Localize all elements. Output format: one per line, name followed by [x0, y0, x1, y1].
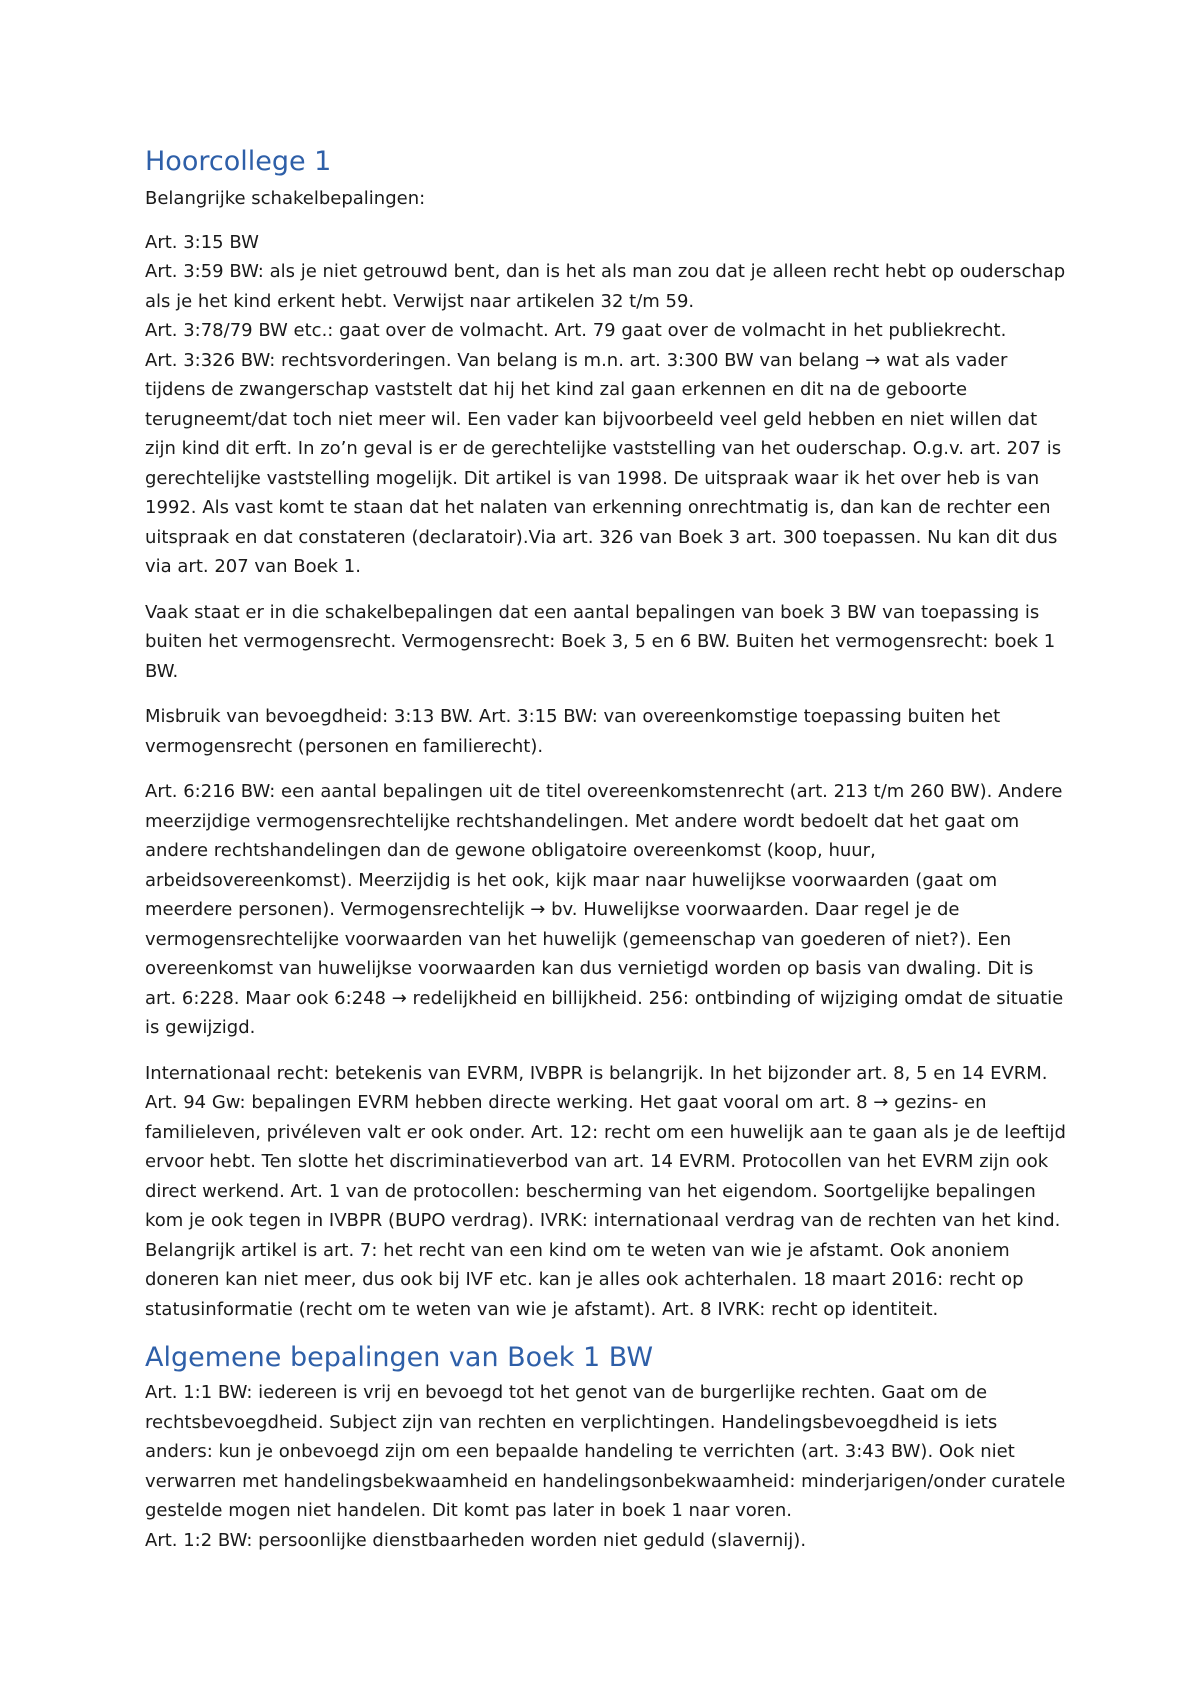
paragraph: Misbruik van bevoegdheid: 3:13 BW. Art. 3:15 BW: van overeenkomstige toepassing buiten het vermogensrecht (personen en familierecht). [145, 706, 1001, 757]
article-line: Art. 3:78/79 BW etc.: gaat over de volmacht. Art. 79 gaat over de volmacht in het publiekrecht. [145, 320, 1007, 341]
article-line: Art. 3:326 BW: rechtsvorderingen. Van belang is m.n. art. 3:300 BW van belang → wat als vader tijdens de zwangerschap vaststelt dat hij het kind zal gaan erkennen en dit na de geboorte terugneemt/dat toch niet meer wil. Een vader kan bijvoorbeeld veel geld hebben en niet willen dat zijn kind dit erft. In zo’n geval is er de gerechtelijke vaststelling van het ouderschap. O.g.v. art. 207 is gerechtelijke vaststelling mogelijk. Dit artikel is van 1998. De uitspraak waar ik het over heb is van 1992. Als vast komt te staan dat het nalaten van erkenning onrechtmatig is, dan kan de rechter een uitspraak en dat constateren (declaratoir).Via art. 326 van Boek 3 art. 300 toepassen. Nu kan dit dus via art. 207 van Boek 1. [145, 349, 1062, 577]
article-line: Art. 3:15 BW [145, 231, 259, 253]
article-line: Art. 3:59 BW: als je niet getrouwd bent, dan is het als man zou dat je alleen recht hebt op ouderschap als je het kind erkent hebt. Verwijst naar artikelen 32 t/m 59. [145, 261, 1066, 312]
document-page [145, 140, 1070, 1571]
article-line: Art. 1:2 BW: persoonlijke dienstbaarheden worden niet geduld (slavernij). [145, 1529, 807, 1551]
intro-text: Belangrijke schakelbepalingen: [145, 188, 426, 209]
heading-algemene-bepalingen: Algemene bepalingen van Boek 1 BW [145, 1342, 654, 1373]
articles-block [145, 228, 1070, 582]
paragraph: Internationaal recht: betekenis van EVRM, IVBPR is belangrijk. In het bijzonder art. 8, 5 en 14 EVRM. Art. 94 Gw: bepalingen EVRM hebben directe werking. Het gaat vooral om art. 8 → gezins- en familieleven, privéleven valt er ook onder. Art. 12: recht om een huwelijk aan te gaan als je de leeftijd ervoor hebt. Ten slotte het discriminatieverbod van art. 14 EVRM. Protocollen van het EVRM zijn ook direct werkend. Art. 1 van de protocollen: bescherming van het eigendom. Soortgelijke bepalingen kom je ook tegen in IVBPR (BUPO verdrag). IVRK: internationaal verdrag van de rechten van het kind. Belangrijk artikel is art. 7: het recht van een kind om te weten van wie je afstamt. Ook anoniem doneren kan niet meer, dus ook bij IVF etc. kan je alles ook achterhalen. 18 maart 2016: recht op statusinformatie (recht om te weten van wie je afstamt). Art. 8 IVRK: recht op identiteit. [145, 1062, 1066, 1320]
boek1-block [145, 1378, 1070, 1555]
heading-hoorcollege: Hoorcollege 1 [145, 146, 332, 177]
article-line: Art. 1:1 BW: iedereen is vrij en bevoegd tot het genot van de burgerlijke rechten. Gaat om de rechtsbevoegdheid. Subject zijn van rechten en verplichtingen. Handelingsbevoegdheid is iets anders: kun je onbevoegd zijn om een bepaalde handeling te verrichten (art. 3:43 BW). Ook niet verwarren met handelingsbekwaamheid en handelingsonbekwaamheid: minderjarigen/onder curatele gestelde mogen niet handelen. Dit komt pas later in boek 1 naar voren. [145, 1382, 1066, 1521]
paragraph: Vaak staat er in die schakelbepalingen dat een aantal bepalingen van boek 3 BW van toepassing is buiten het vermogensrecht. Vermogensrecht: Boek 3, 5 en 6 BW. Buiten het vermogensrecht: boek 1 BW. [145, 601, 1056, 682]
paragraph: Art. 6:216 BW: een aantal bepalingen uit de titel overeenkomstenrecht (art. 213 t/m 260 BW). Andere meerzijdige vermogensrechtelijke rechtshandelingen. Met andere wordt bedoelt dat het gaat om andere rechtshandelingen dan de gewone obligatoire overeenkomst (koop, huur, arbeidsovereenkomst). Meerzijdig is het ook, kijk maar naar huwelijkse voorwaarden (gaat om meerdere personen). Vermogensrechtelijk → bv. Huwelijkse voorwaarden. Daar regel je de vermogensrechtelijke voorwaarden van het huwelijk (gemeenschap van goederen of niet?). Een overeenkomst van huwelijkse voorwaarden kan dus vernietigd worden op basis van dwaling. Dit is art. 6:228. Maar ook 6:248 → redelijkheid en billijkheid. 256: ontbinding of wijziging omdat de situatie is gewijzigd. [145, 781, 1064, 1038]
